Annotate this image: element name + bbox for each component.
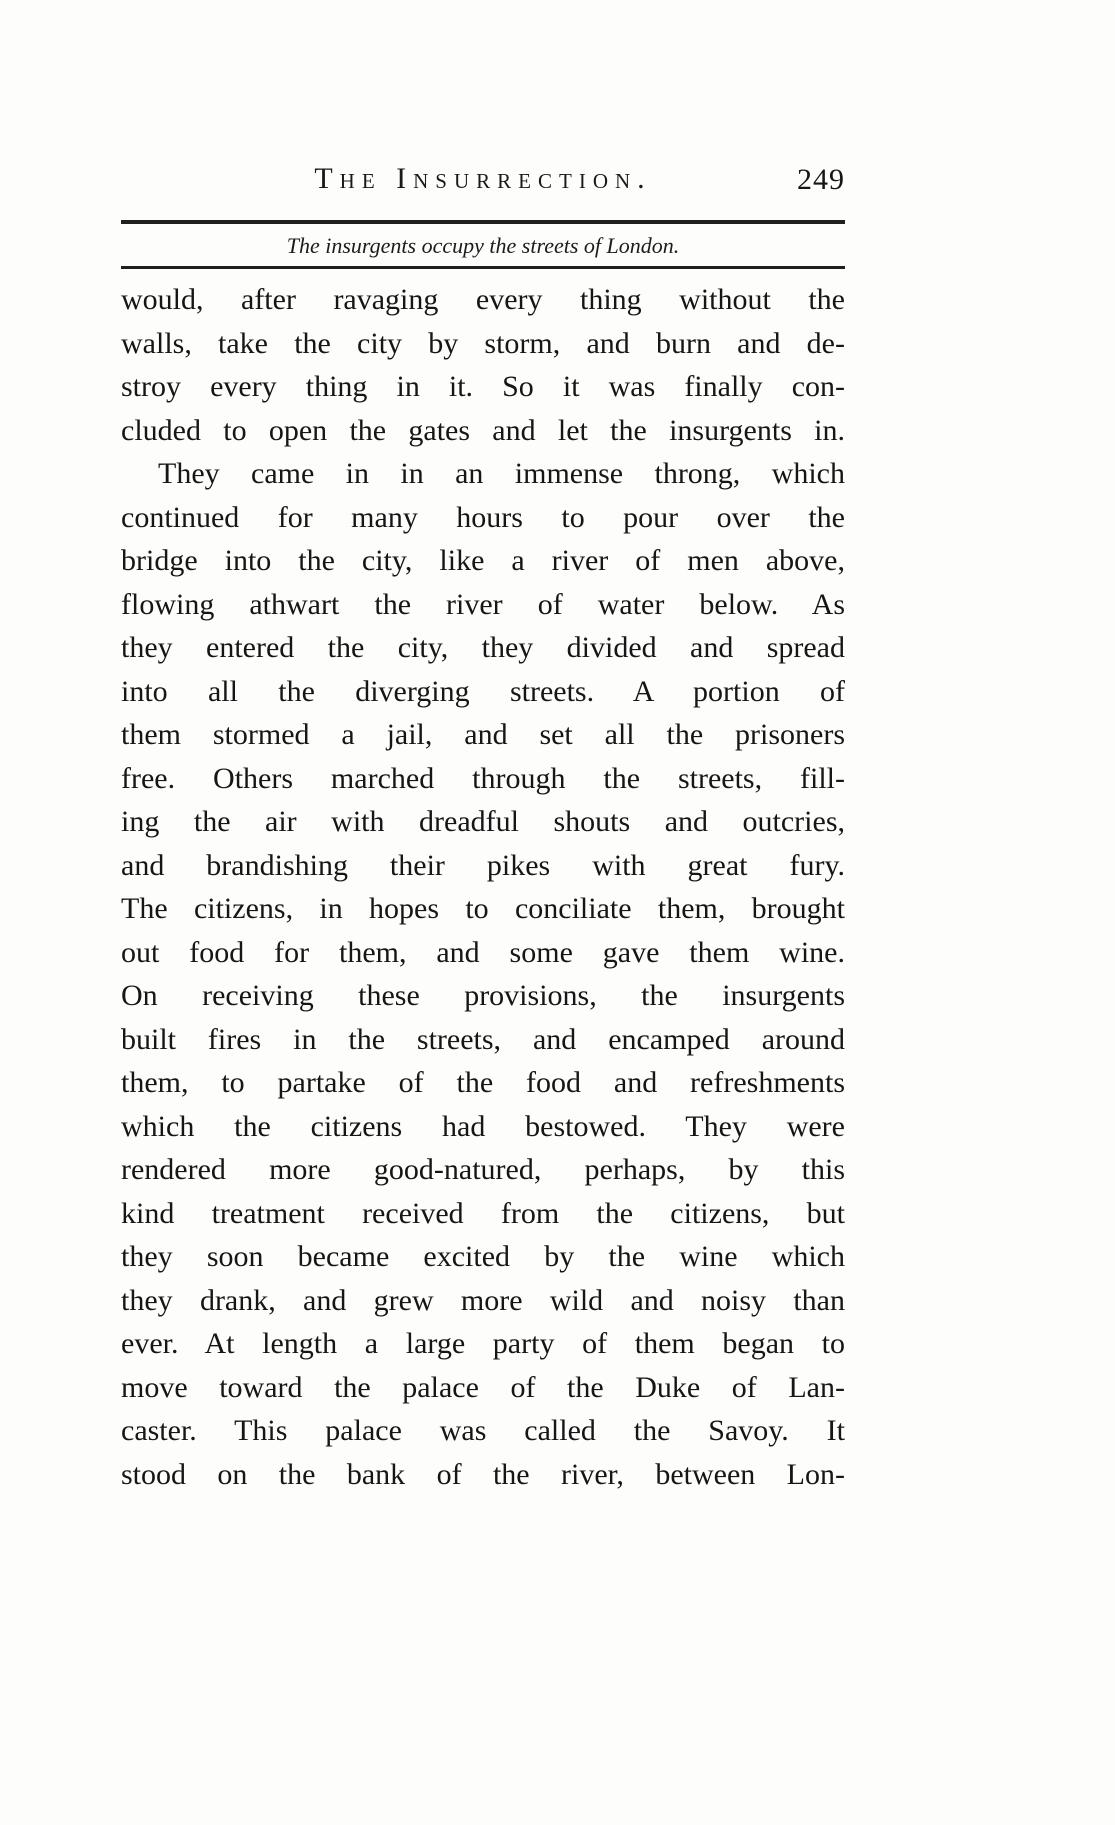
text-line: stroy every thing in it. So it was finally con- <box>121 370 845 403</box>
text-line: into all the diverging streets. A portion of <box>121 674 845 708</box>
bottom-rule <box>121 266 845 269</box>
text-line: kind treatment received from the citizens, but <box>121 1196 845 1230</box>
text-line: they drank, and grew more wild and noisy than <box>121 1283 845 1317</box>
text-line: them stormed a jail, and set all the prisoners <box>121 718 845 751</box>
body-text <box>121 278 845 1496</box>
text-line: rendered more good-natured, perhaps, by this <box>121 1153 845 1186</box>
text-line: free. Others marched through the streets, fill- <box>121 761 845 795</box>
text-line: move toward the palace of the Duke of Lan- <box>121 1370 845 1404</box>
page-header <box>121 162 845 204</box>
text-line: would, after ravaging every thing without the <box>121 283 845 316</box>
text-line: which the citizens had bestowed. They were <box>121 1109 845 1143</box>
text-line: On receiving these provisions, the insurgents <box>121 979 845 1012</box>
top-rule <box>121 220 845 224</box>
chapter-title: The Insurrection. <box>314 162 652 195</box>
text-line: caster. This palace was called the Savoy. It <box>121 1414 845 1447</box>
text-line: cluded to open the gates and let the insurgents in. <box>121 413 845 447</box>
text-line-paragraph-start: They came in in an immense throng, which <box>158 457 845 490</box>
text-line: they entered the city, they divided and spread <box>121 631 845 664</box>
text-line: walls, take the city by storm, and burn and de- <box>121 326 845 360</box>
text-line: bridge into the city, like a river of men above, <box>121 544 845 577</box>
running-head: The insurgents occupy the streets of London. <box>286 233 680 258</box>
text-line: and brandishing their pikes with great fury. <box>121 848 845 882</box>
text-line: they soon became excited by the wine which <box>121 1240 845 1273</box>
text-line: ing the air with dreadful shouts and outcries, <box>121 805 845 838</box>
text-line: stood on the bank of the river, between Lon- <box>121 1457 845 1491</box>
text-line: continued for many hours to pour over the <box>121 500 845 534</box>
page-content <box>121 0 845 1496</box>
page-number: 249 <box>797 163 845 196</box>
text-line: ever. At length a large party of them began to <box>121 1327 845 1360</box>
text-line: them, to partake of the food and refreshments <box>121 1066 845 1099</box>
text-line: The citizens, in hopes to conciliate them, brought <box>121 892 845 925</box>
text-line: flowing athwart the river of water below. As <box>121 587 845 621</box>
text-line: built fires in the streets, and encamped around <box>121 1022 845 1056</box>
text-line: out food for them, and some gave them wine. <box>121 935 845 969</box>
